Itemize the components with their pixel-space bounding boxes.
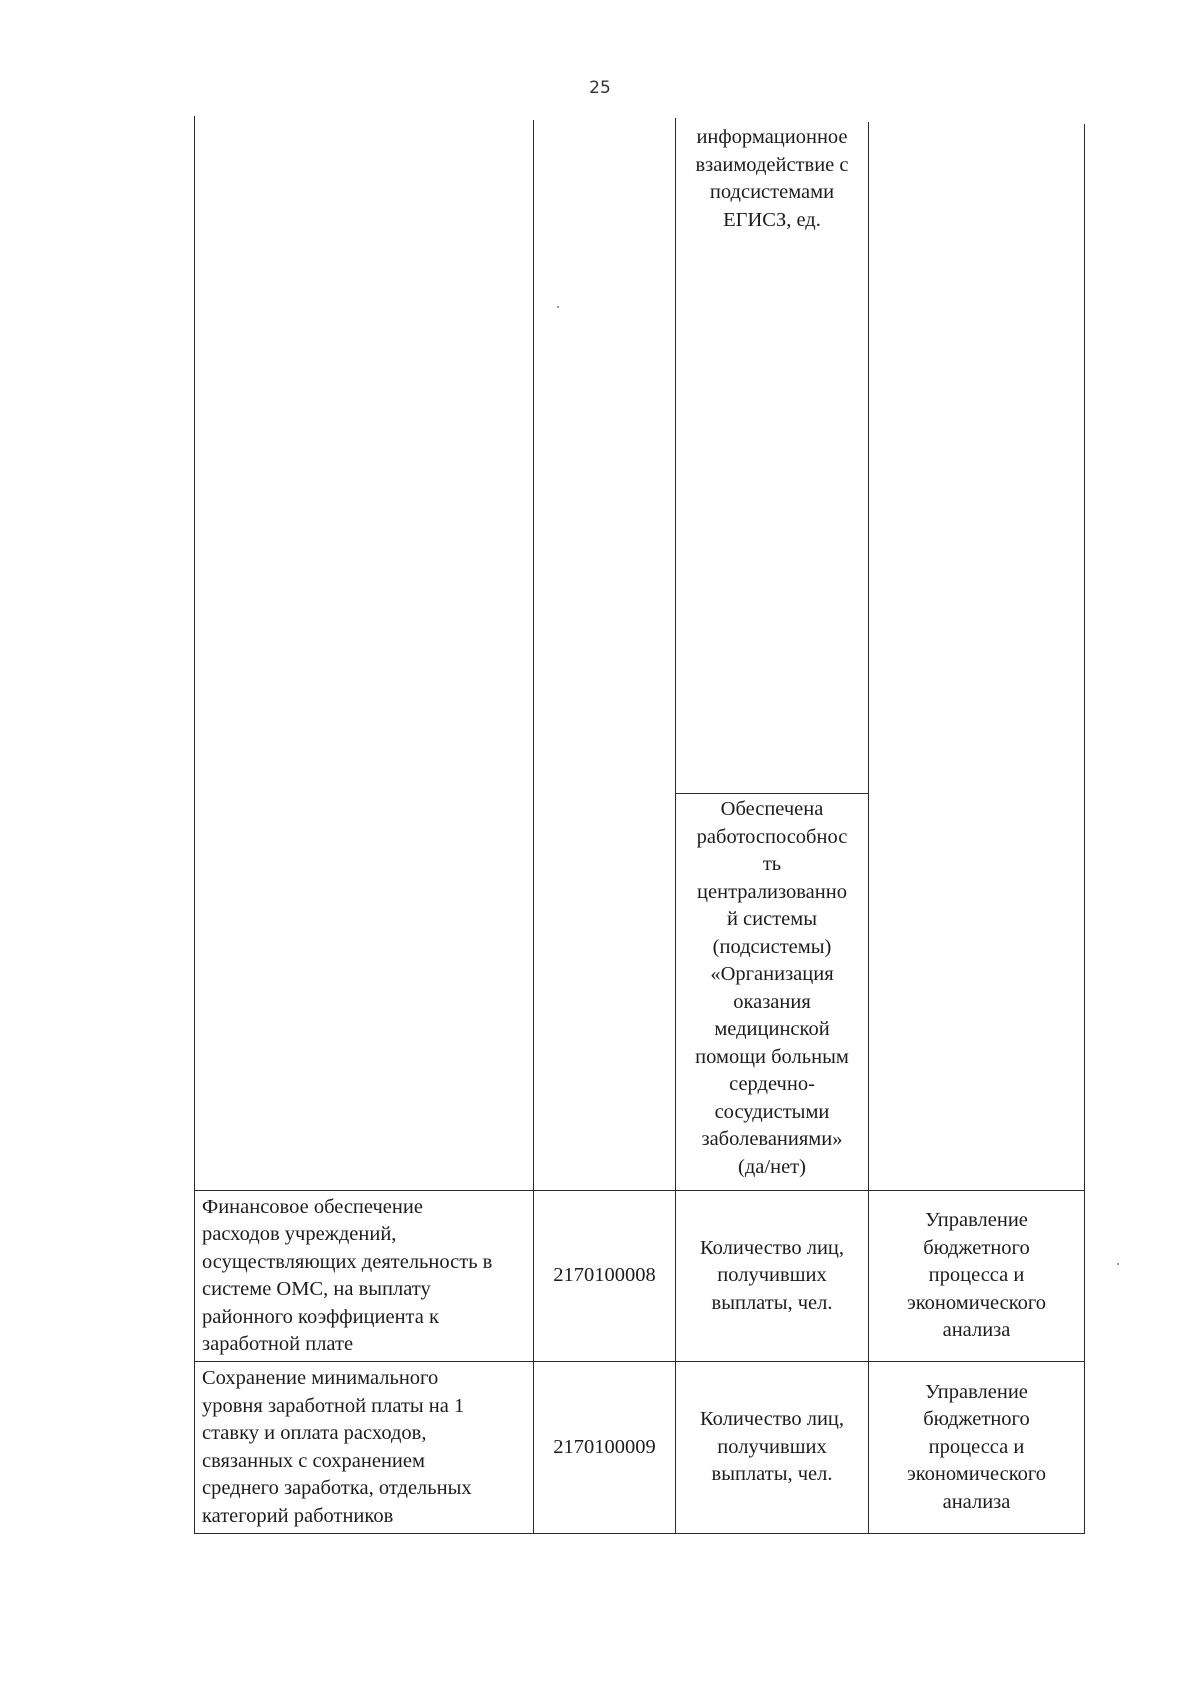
page-number: 25	[589, 78, 611, 98]
indicator-subrow-divider	[675, 793, 868, 794]
row-code	[534, 1362, 675, 1533]
row-code-value: 2170100008	[553, 1264, 656, 1287]
scan-speck	[1117, 1263, 1119, 1265]
row-indicator	[676, 1362, 868, 1533]
row-name: Сохранение минимального уровня заработной платы на 1 ставку и оплата расходов, связанных с сохранением среднего заработка, отдельных категорий работников	[202, 1367, 472, 1527]
row-indicator-value: Количество лиц, получивших выплаты, чел.	[699, 1408, 845, 1486]
row-name: Финансовое обеспечение расходов учреждений, осуществляющих деятельность в системе ОМС, на выплату районного коэффициента к заработной плате	[202, 1195, 493, 1355]
indicator-cell-egisz: информационное взаимодействие с подсистемами ЕГИСЗ, ед.	[695, 126, 849, 231]
row-responsible-value: Управление бюджетного процесса и экономического анализа	[906, 1209, 1047, 1342]
table-border-left	[194, 116, 195, 1534]
row-responsible	[869, 1191, 1084, 1361]
row-indicator-value: Количество лиц, получивших выплаты, чел.	[699, 1236, 845, 1314]
table-row	[202, 1191, 532, 1361]
row-code	[534, 1191, 675, 1361]
table-border-bottom	[194, 1533, 1084, 1534]
indicator-cell-cardio-system: Обеспечена работоспособнос ть централизованно й системы (подсистемы) «Организация оказания медицинской помощи больным сердечно- сосудистыми заболеваниями» (да/нет)	[695, 798, 849, 1178]
row-responsible	[869, 1362, 1084, 1533]
row-code-value: 2170100009	[553, 1435, 656, 1458]
table-row	[202, 1362, 532, 1533]
table-border-right	[1084, 124, 1085, 1534]
row-responsible-value: Управление бюджетного процесса и экономического анализа	[906, 1380, 1047, 1513]
row-indicator	[676, 1191, 868, 1361]
scan-speck	[557, 306, 559, 308]
